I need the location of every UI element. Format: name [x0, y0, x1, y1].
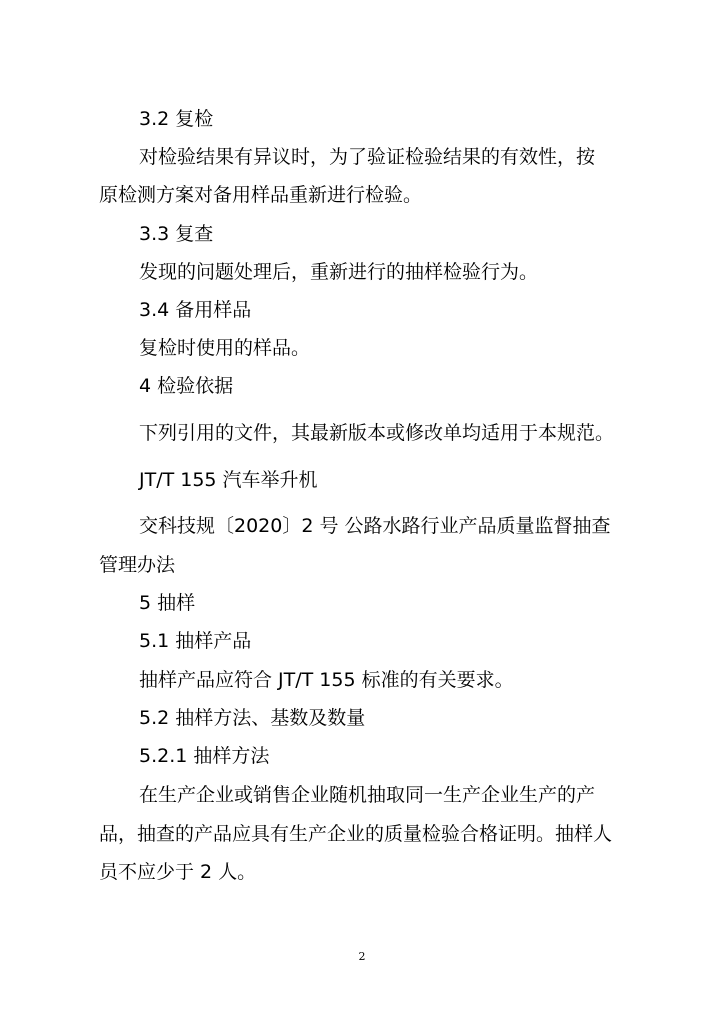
paragraph-line: 发现的问题处理后，重新进行的抽样检验行为。 [139, 261, 539, 283]
heading-5-2: 5.2 抽样方法、基数及数量 [139, 707, 366, 729]
paragraph-line: 抽样产品应符合 JT/T 155 标准的有关要求。 [139, 669, 514, 691]
heading-3-3: 3.3 复查 [139, 223, 214, 245]
heading-5-2-1: 5.2.1 抽样方法 [139, 745, 270, 767]
heading-3-2: 3.2 复检 [139, 108, 214, 130]
heading-4: 4 检验依据 [139, 375, 234, 397]
heading-3-4: 3.4 备用样品 [139, 299, 252, 321]
paragraph-line: 在生产企业或销售企业随机抽取同一生产企业生产的产 [139, 784, 596, 806]
paragraph-line: 品，抽查的产品应具有生产企业的质量检验合格证明。抽样人 [99, 823, 613, 845]
reference-item-continued: 管理办法 [99, 554, 176, 576]
heading-5-1: 5.1 抽样产品 [139, 630, 252, 652]
paragraph-line: 原检测方案对备用样品重新进行检验。 [99, 184, 423, 206]
paragraph-line: 员不应少于 2 人。 [99, 861, 257, 883]
reference-item: JT/T 155 汽车举升机 [139, 469, 318, 491]
paragraph-line: 对检验结果有异议时，为了验证检验结果的有效性，按 [139, 146, 596, 168]
paragraph-line: 复检时使用的样品。 [139, 337, 311, 359]
page-number: 2 [358, 950, 366, 963]
reference-item: 交科技规〔2020〕2 号 公路水路行业产品质量监督抽查 [139, 515, 611, 537]
heading-5: 5 抽样 [139, 592, 196, 614]
paragraph-line: 下列引用的文件，其最新版本或修改单均适用于本规范。 [139, 422, 615, 444]
